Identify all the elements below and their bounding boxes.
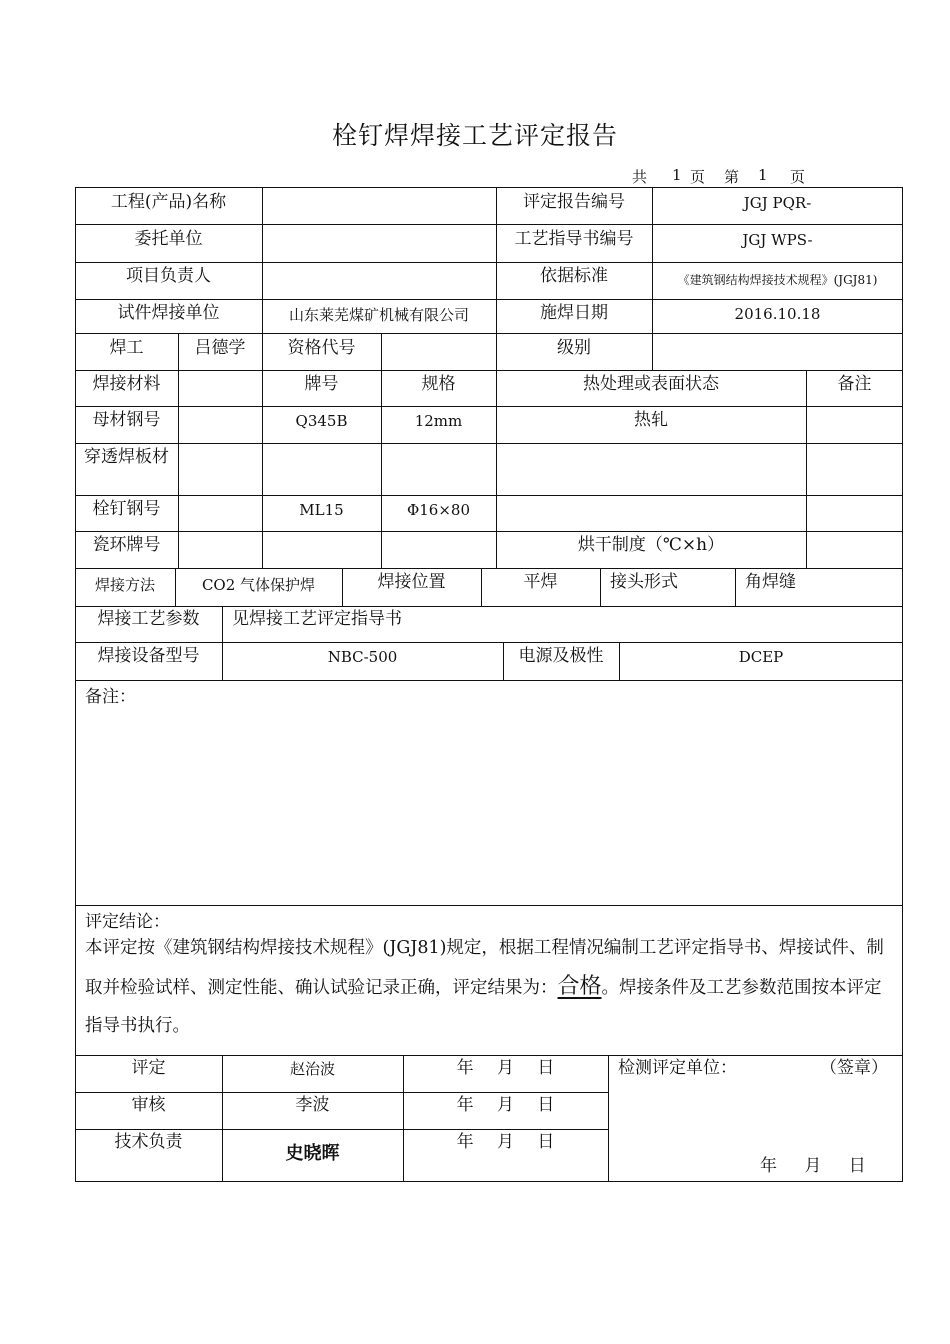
spec-header: 规格 xyxy=(421,374,456,394)
cert-label: 资格代号 xyxy=(287,338,356,358)
penetration-plate-label: 穿透焊板材 xyxy=(84,447,169,467)
conclusion-result: 合格 xyxy=(557,973,602,998)
current-page: 1 xyxy=(758,166,768,184)
stud-label: 栓钉钢号 xyxy=(92,499,161,519)
power-label: 电源及极性 xyxy=(518,646,604,666)
params-value[interactable]: 见焊接工艺评定指导书 xyxy=(232,609,402,629)
conclusion-text-before: 本评定按《建筑钢结构焊接技术规程》(JGJ81)规定，根据工程情况编制工艺评定指导书、焊接试件、制取并检验试样、测定性能、确认试验记录正确，评定结果为： xyxy=(85,938,884,998)
params-label: 焊接工艺参数 xyxy=(97,609,200,629)
current-label: 第 xyxy=(724,168,740,186)
grade-header: 牌号 xyxy=(304,374,339,394)
equipment-label: 焊接设备型号 xyxy=(97,646,200,666)
power-value[interactable]: DCEP xyxy=(738,648,784,666)
base-metal-label: 母材钢号 xyxy=(92,410,161,430)
wps-no-label: 工艺指导书编号 xyxy=(514,229,634,249)
testing-unit-date[interactable]: 年 月 日 xyxy=(760,1156,866,1176)
report-title: 栓钉焊焊接工艺评定报告 xyxy=(331,121,618,150)
tech-name[interactable]: 史晓晖 xyxy=(285,1143,340,1163)
conclusion-label: 评定结论： xyxy=(85,912,170,932)
standard-value[interactable]: 《建筑钢结构焊接技术规程》(JGJ81) xyxy=(677,273,878,287)
treatment-header: 热处理或表面状态 xyxy=(583,374,719,394)
method-value[interactable]: CO2 气体保护焊 xyxy=(201,576,316,594)
conclusion-text xyxy=(85,929,895,1045)
joint-label: 接头形式 xyxy=(610,572,678,592)
stud-grade[interactable]: ML15 xyxy=(299,501,344,519)
manager-label: 项目负责人 xyxy=(126,266,211,286)
ferrule-drying: 烘干制度（℃×h） xyxy=(577,535,725,555)
test-unit-label: 试件焊接单位 xyxy=(117,303,220,323)
review-name[interactable]: 李波 xyxy=(295,1095,330,1115)
note-header: 备注 xyxy=(837,374,872,394)
base-metal-spec[interactable]: 12mm xyxy=(414,412,463,430)
report-table xyxy=(75,187,903,1182)
tech-date[interactable]: 年 月 日 xyxy=(456,1132,555,1152)
seal-label: （签章） xyxy=(820,1058,888,1078)
welder-value[interactable]: 吕德学 xyxy=(194,338,246,358)
evaluate-date[interactable]: 年 月 日 xyxy=(456,1058,555,1078)
report-no-value[interactable]: JGJ PQR- xyxy=(743,194,812,212)
total-pages: 1 xyxy=(672,166,682,184)
tech-label: 技术负责 xyxy=(114,1132,183,1152)
review-label: 审核 xyxy=(131,1095,166,1115)
total-label: 共 xyxy=(632,168,648,186)
evaluate-label: 评定 xyxy=(131,1058,166,1078)
position-value[interactable]: 平焊 xyxy=(523,572,558,592)
client-label: 委托单位 xyxy=(134,229,203,249)
report-no-label: 评定报告编号 xyxy=(523,192,625,212)
standard-label: 依据标准 xyxy=(540,266,608,286)
testing-unit-label: 检测评定单位： xyxy=(618,1058,737,1078)
page-unit: 页 xyxy=(690,168,706,186)
welder-label: 焊工 xyxy=(109,338,144,358)
base-metal-treatment[interactable]: 热轧 xyxy=(634,410,668,430)
joint-value[interactable]: 角焊缝 xyxy=(745,572,796,592)
test-unit-value[interactable]: 山东莱芜煤矿机械有限公司 xyxy=(288,306,469,324)
evaluate-name[interactable]: 赵治波 xyxy=(289,1060,335,1078)
material-header: 焊接材料 xyxy=(92,374,161,394)
weld-date-value[interactable]: 2016.10.18 xyxy=(734,305,821,323)
remarks-label: 备注： xyxy=(85,687,136,707)
level-label: 级别 xyxy=(557,338,591,358)
current-unit: 页 xyxy=(790,168,806,186)
conclusion-text-after: 。焊接条件及工艺参数范围按本评定指导书执行。 xyxy=(85,978,882,1036)
project-name-label: 工程(产品)名称 xyxy=(110,192,227,212)
wps-no-value[interactable]: JGJ WPS- xyxy=(742,231,813,249)
method-label: 焊接方法 xyxy=(94,576,155,594)
position-label: 焊接位置 xyxy=(377,572,446,592)
equipment-value[interactable]: NBC-500 xyxy=(327,648,398,666)
review-date[interactable]: 年 月 日 xyxy=(456,1095,555,1115)
ferrule-label: 瓷环牌号 xyxy=(92,535,161,555)
stud-spec[interactable]: Φ16×80 xyxy=(406,501,471,519)
base-metal-grade[interactable]: Q345B xyxy=(295,412,348,430)
weld-date-label: 施焊日期 xyxy=(540,303,608,323)
